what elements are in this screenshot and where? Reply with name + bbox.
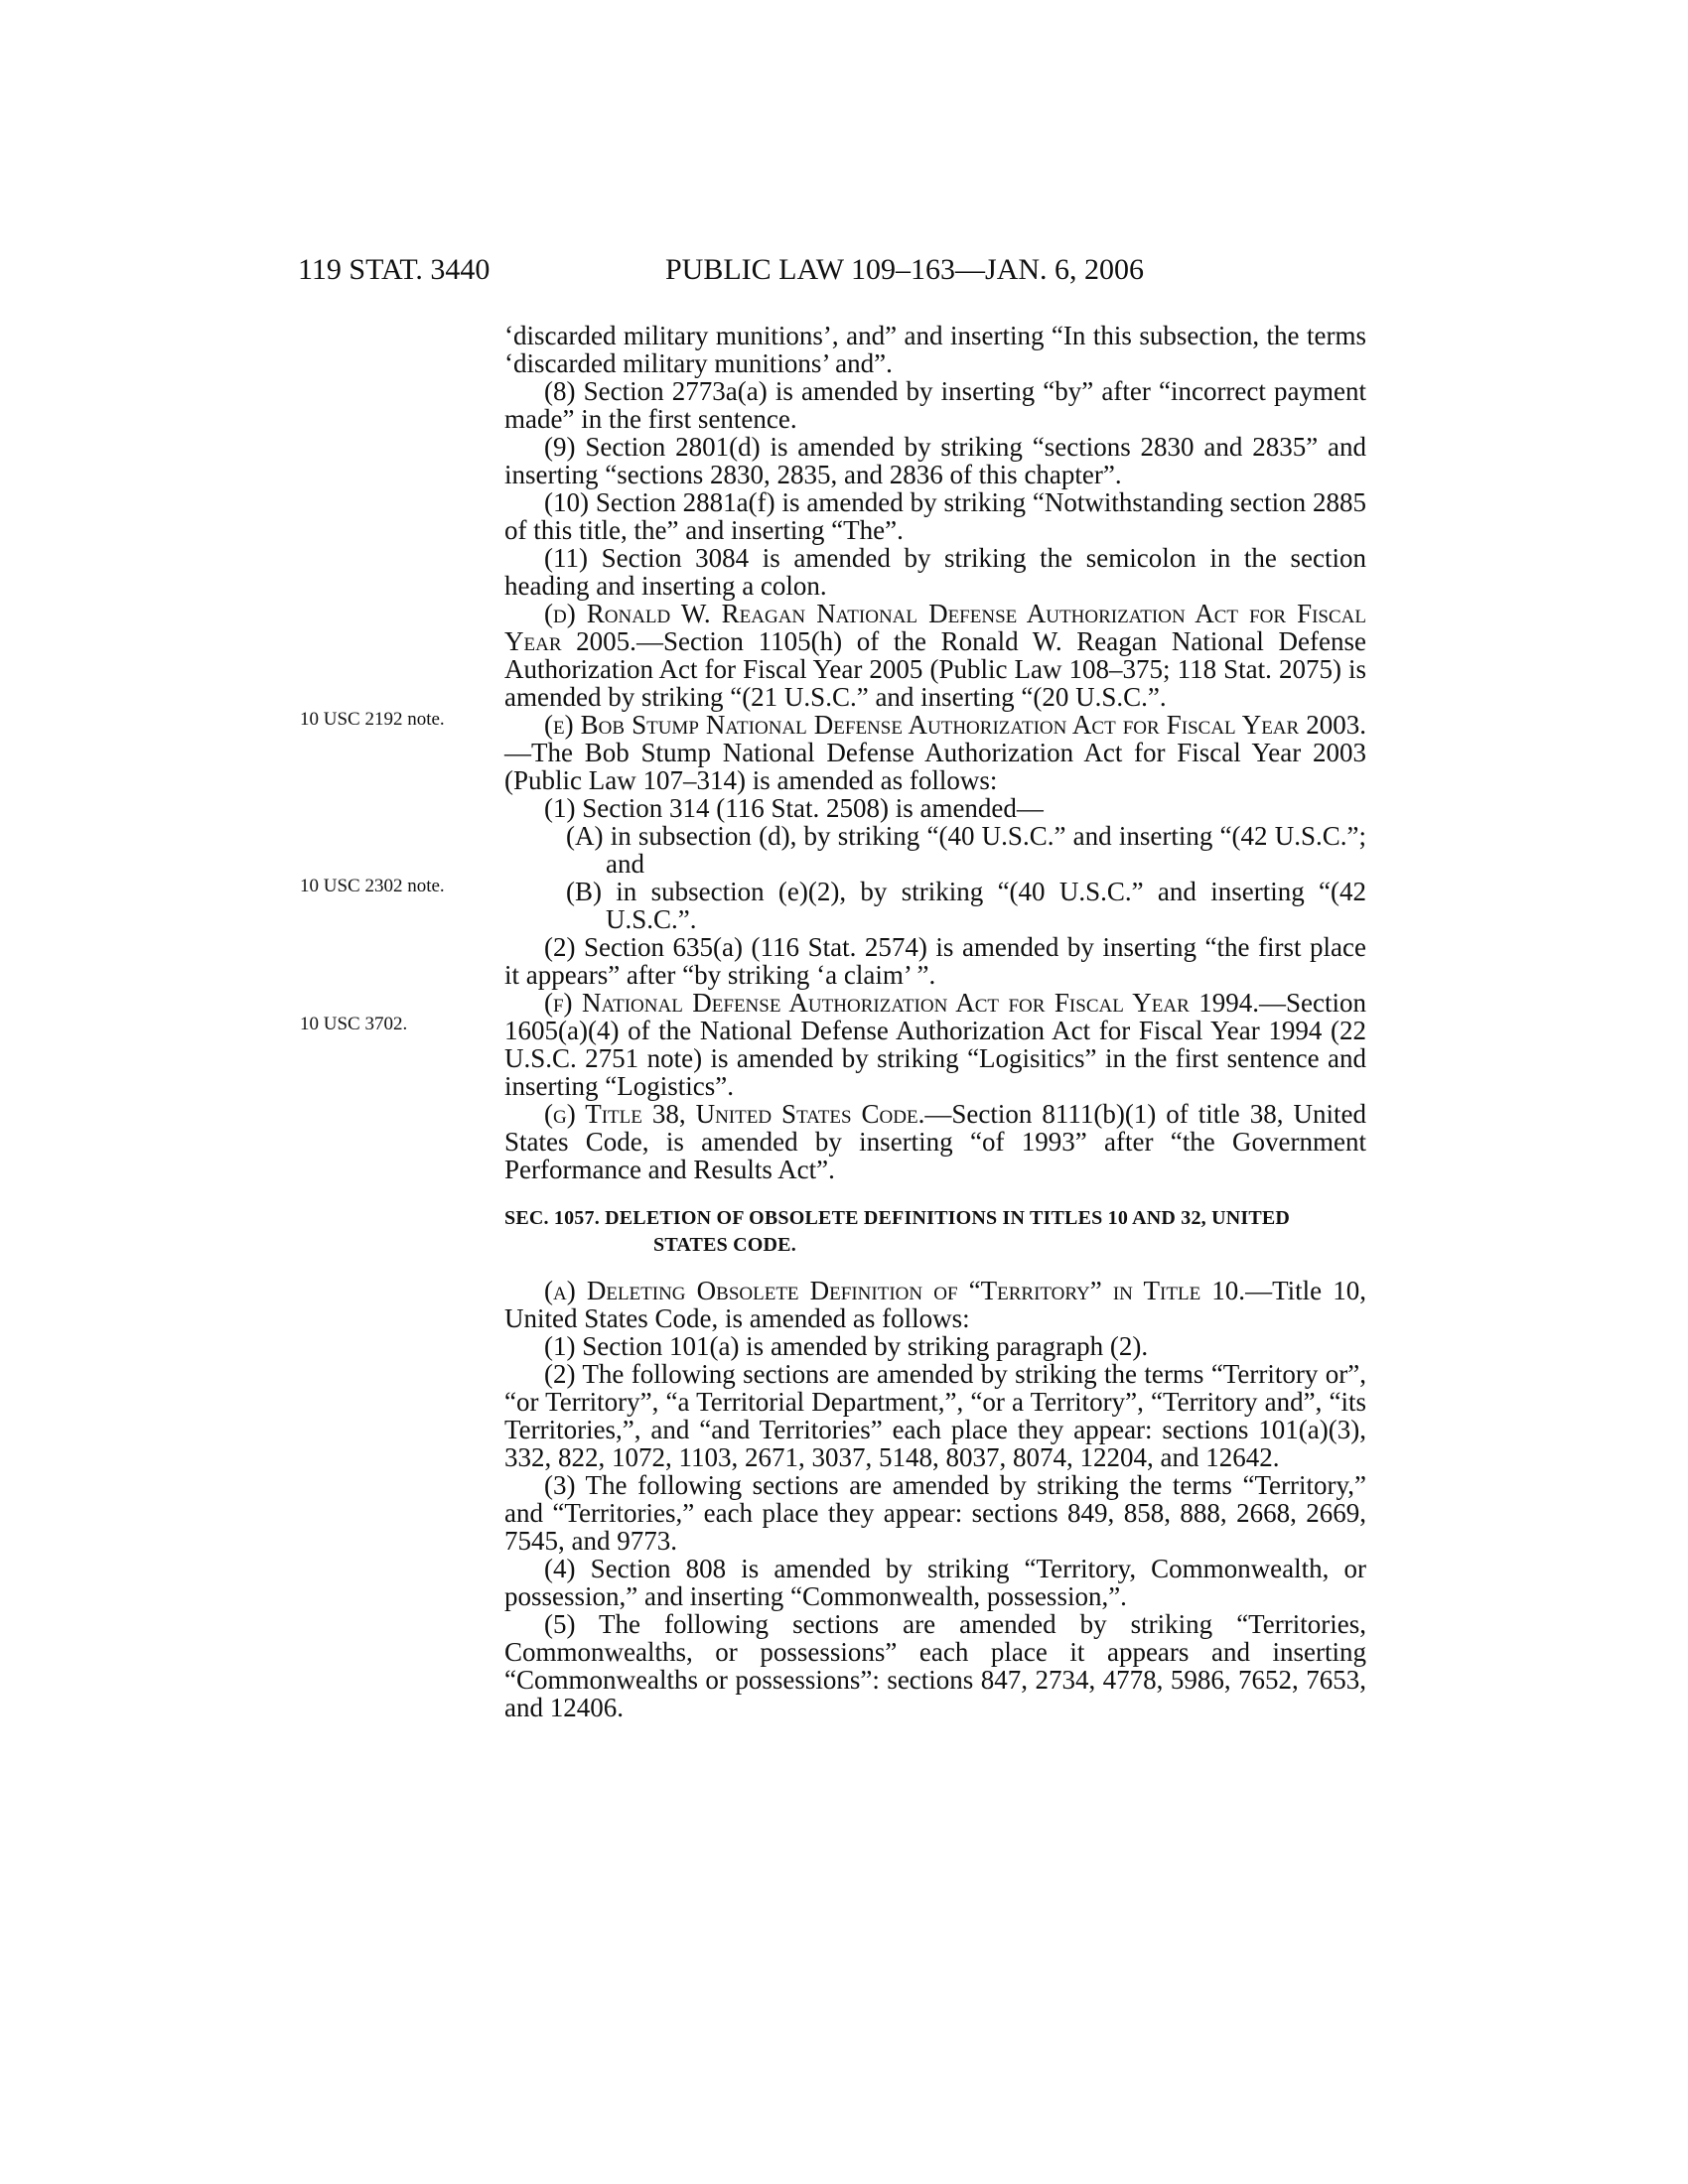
paragraph: (11) Section 3084 is amended by striking the semicolon in the section heading and inserting a colon.: [504, 543, 1366, 601]
paragraph: (2) Section 635(a) (116 Stat. 2574) is amended by inserting “the first place it appears” after “by striking ‘a claim’ ”.: [504, 932, 1366, 990]
paragraph: (5) The following sections are amended by striking “Territories, Commonwealths, or possessions” each place it appears and inserting “Commonwealths or possessions”: sections 847, 2734, 4778, 5986, 7652, 7653, and 12406.: [504, 1609, 1366, 1722]
subsection-heading: (a) Deleting Obsolete Definition of “Territory” in Title 10.: [544, 1276, 1246, 1305]
subsection-heading: (e) Bob Stump National Defense Authorization Act for Fiscal Year 2003.: [544, 710, 1366, 740]
paragraph: ‘discarded military munitions’, and” and inserting “In this subsection, the terms ‘discarded military munitions’ and”.: [504, 321, 1366, 378]
paragraph: (8) Section 2773a(a) is amended by inserting “by” after “incorrect payment made” in the first sentence.: [504, 376, 1366, 434]
page-header: [298, 250, 1390, 290]
margin-note: 10 USC 2302 note.: [300, 876, 445, 896]
section-heading: SEC. 1057. DELETION OF OBSOLETE DEFINITIONS IN TITLES 10 AND 32, UNITED STATES CODE.: [504, 1207, 1291, 1256]
margin-note: 10 USC 3702.: [300, 1014, 408, 1034]
subsection-text: —Section 8111(b)(1) of title 38, United States Code, is amended by inserting “of 1993” after “the Government Performance and Results Act”.: [504, 1099, 1366, 1184]
margin-note: 10 USC 2192 note.: [300, 709, 445, 730]
subsection-text: —Section 1105(h) of the Ronald W. Reagan National Defense Authorization Act for Fiscal Year 2005 (Public Law 108–375; 118 Stat. 2075) is amended by striking “(21 U.S.C.” and inserting “(20 U.S.C.”.: [504, 626, 1366, 712]
subsection-text: —Title 10, United States Code, is amended as follows:: [504, 1276, 1366, 1333]
body-text: [504, 322, 1366, 1721]
paragraph: (1) Section 101(a) is amended by striking paragraph (2).: [544, 1331, 1149, 1361]
subsection-a: [504, 1277, 1366, 1332]
subsection-text: —Section 1605(a)(4) of the National Defense Authorization Act for Fiscal Year 1994 (22 U.S.C. 2751 note) is amended by striking “Logisitics” in the first sentence and inserting “Logistics”.: [504, 988, 1366, 1101]
subsection-text: —The Bob Stump National Defense Authorization Act for Fiscal Year 2003 (Public Law 107–314) is amended as follows:: [504, 738, 1366, 795]
subparagraph: (A) in subsection (d), by striking “(40 U.S.C.” and inserting “(42 U.S.C.”; and: [566, 821, 1366, 879]
paragraph: (2) The following sections are amended by striking the terms “Territory or”, “or Territory”, “a Territorial Department,”, “or a Territory”, “Territory and”, “its Territories,”, and “and Territories” each place they appear: sections 101(a)(3), 332, 822, 1072, 1103, 2671, 3037, 5148, 8037, 8074, 12204, and 12642.: [504, 1359, 1366, 1472]
subsection-e: [504, 711, 1366, 794]
paragraph: (1) Section 314 (116 Stat. 2508) is amended—: [544, 793, 1044, 823]
subsection-heading: (f) National Defense Authorization Act for Fiscal Year 1994.: [544, 988, 1259, 1018]
subsection-f: [504, 989, 1366, 1100]
paragraph: (10) Section 2881a(f) is amended by striking “Notwithstanding section 2885 of this title, the” and inserting “The”.: [504, 487, 1366, 545]
public-law-citation: PUBLIC LAW 109–163—JAN. 6, 2006: [665, 253, 1145, 286]
paragraph: (4) Section 808 is amended by striking “Territory, Commonwealth, or possession,” and inserting “Commonwealth, possession,”.: [504, 1554, 1366, 1611]
subsection-heading: (d) Ronald W. Reagan National Defense Authorization Act for Fiscal Year 2005.: [504, 599, 1366, 656]
subsection-g: [504, 1100, 1366, 1183]
paragraph: (9) Section 2801(d) is amended by striking “sections 2830 and 2835” and inserting “sections 2830, 2835, and 2836 of this chapter”.: [504, 432, 1366, 489]
paragraph: (3) The following sections are amended by striking the terms “Territory,” and “Territories,” each place they appear: sections 849, 858, 888, 2668, 2669, 7545, and 9773.: [504, 1470, 1366, 1556]
stat-page-number: 119 STAT. 3440: [298, 253, 491, 286]
subsection-d: [504, 600, 1366, 711]
subparagraph: (B) in subsection (e)(2), by striking “(40 U.S.C.” and inserting “(42 U.S.C.”.: [566, 877, 1366, 934]
subsection-heading: (g) Title 38, United States Code.: [544, 1099, 925, 1129]
